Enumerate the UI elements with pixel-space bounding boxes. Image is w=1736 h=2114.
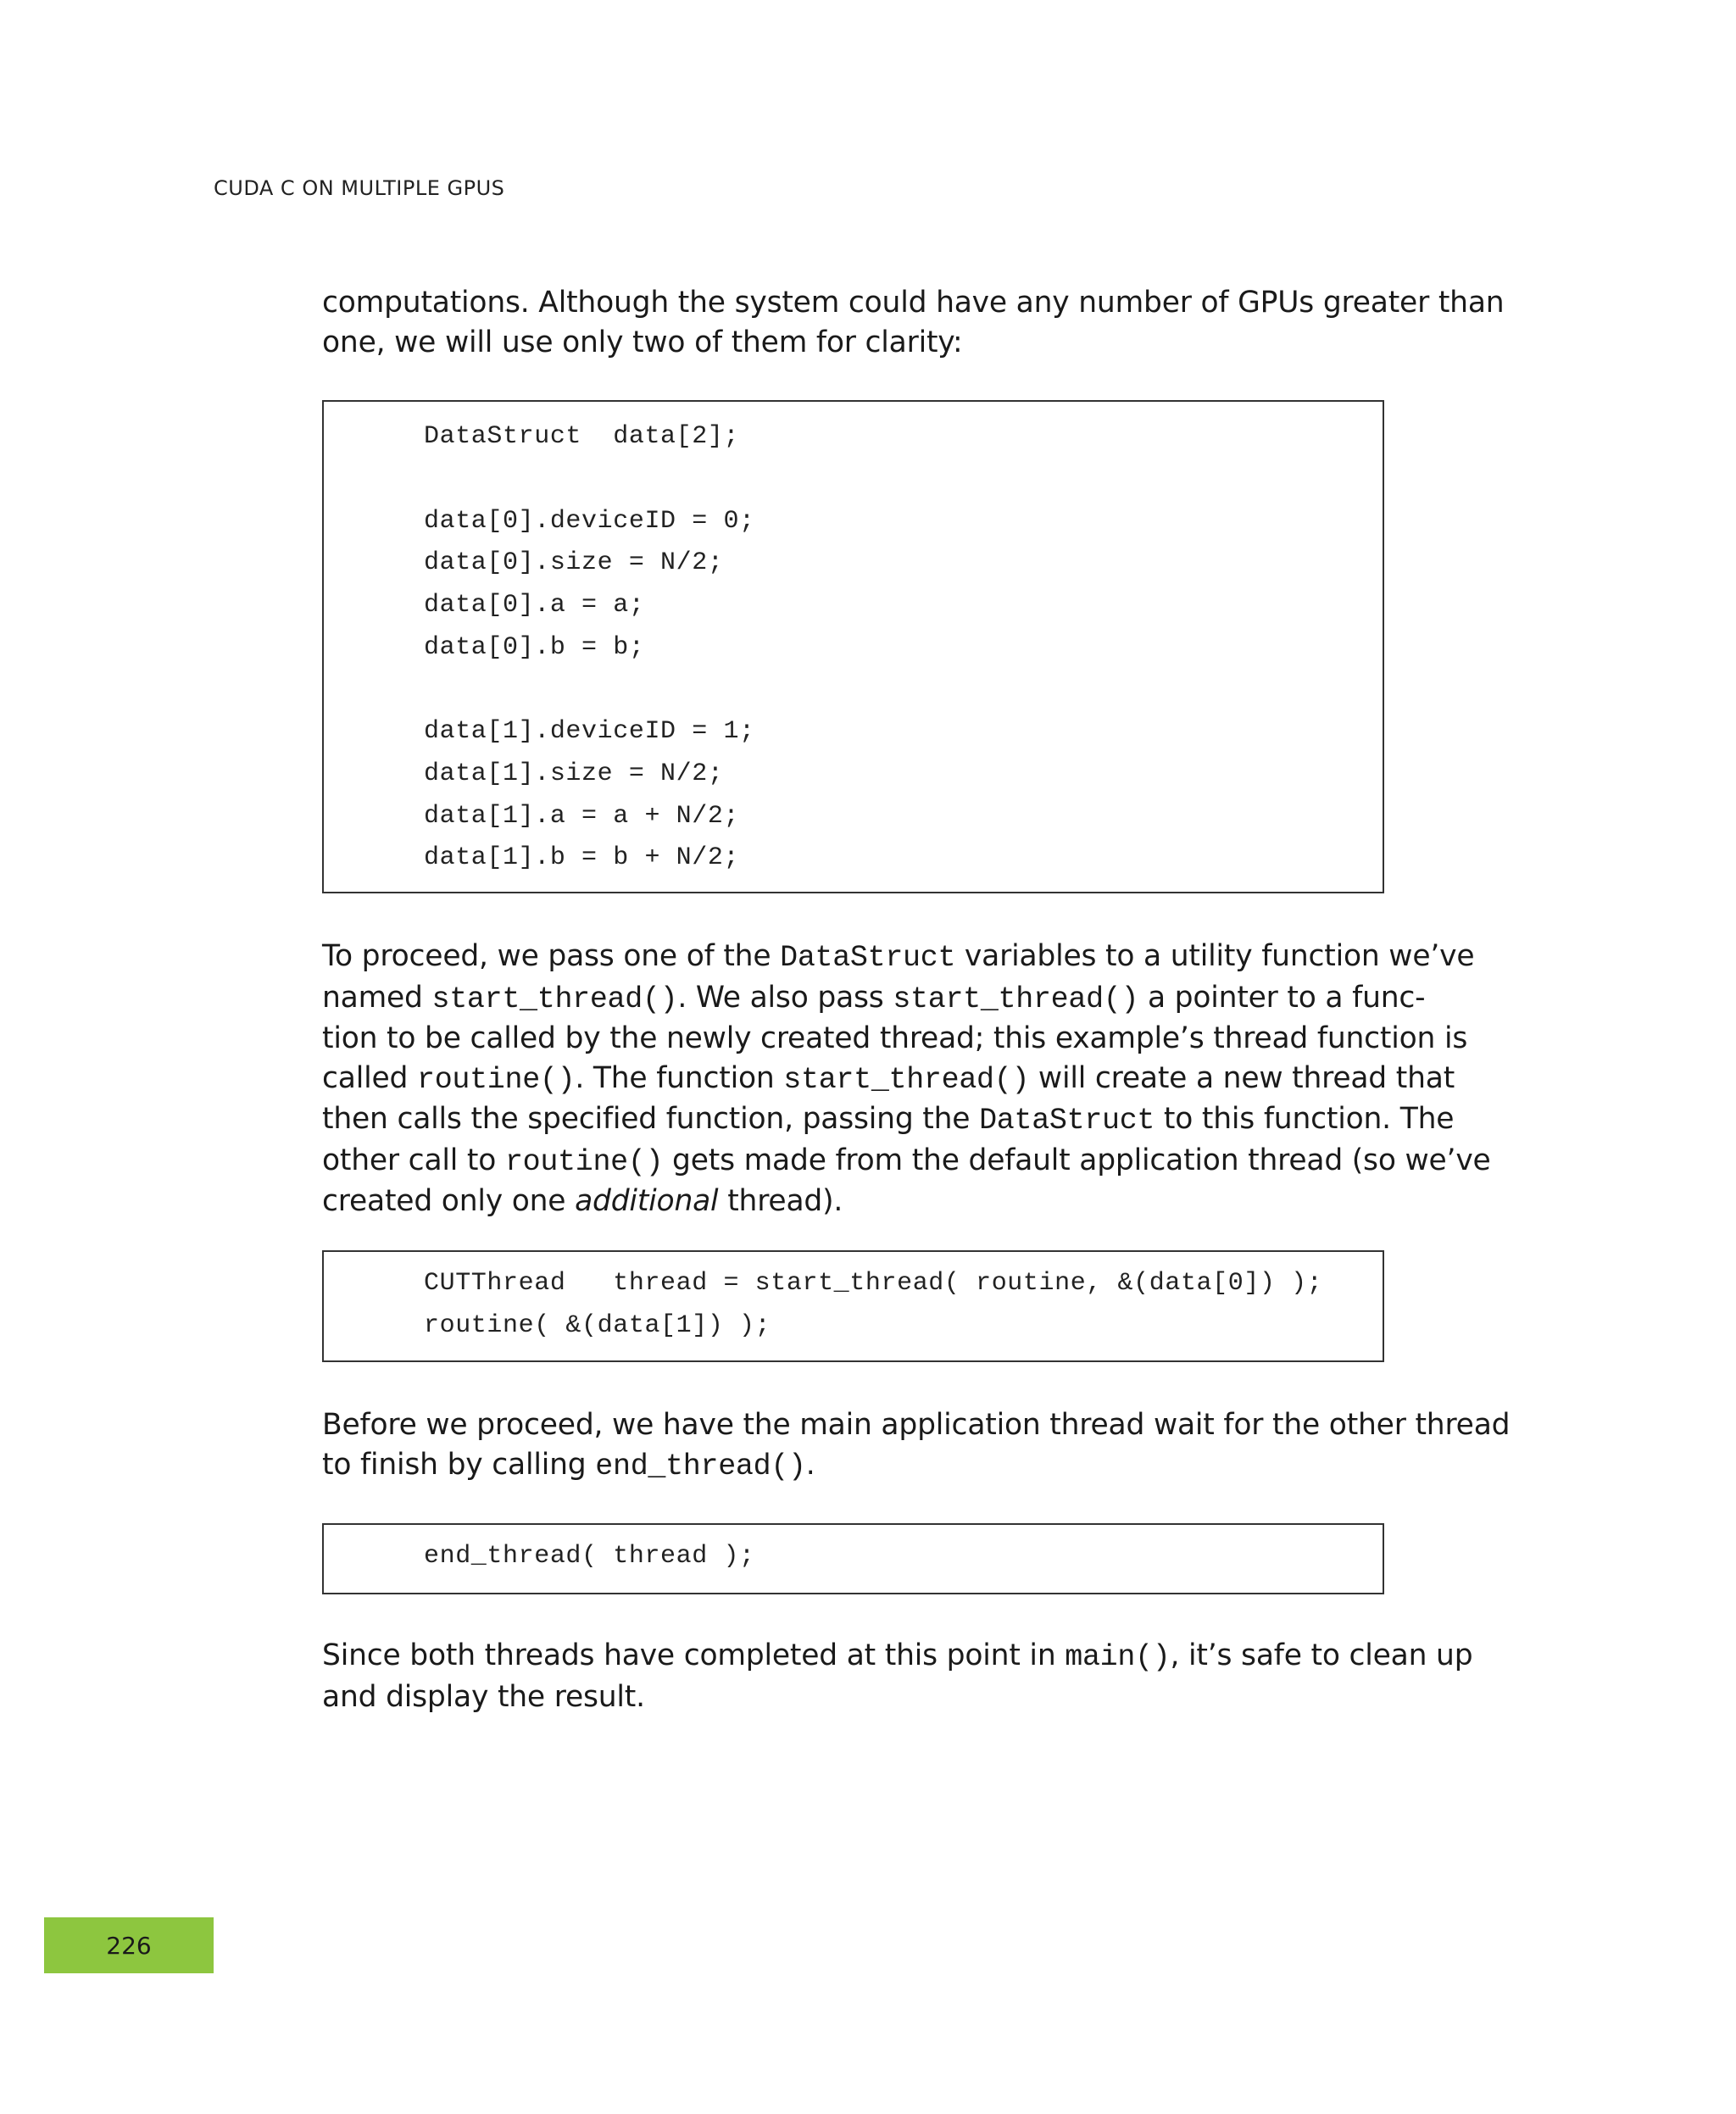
paragraph-intro [322,283,1505,362]
inline-code: end_thread() [595,1449,806,1483]
text-line: one, we will use only two of them for clarity: [322,325,963,359]
inline-code: start_thread() [431,982,678,1016]
page-number-tab [44,1917,214,1973]
inline-code: start_thread() [783,1062,1030,1097]
text-run: , it’s safe to clean up [1170,1638,1473,1672]
page-number: 226 [106,1931,152,1960]
text-run: named [322,980,432,1015]
text-run: called [322,1060,417,1095]
text-run: . The function [575,1060,784,1095]
inline-code: DataStruct [979,1104,1155,1138]
text-line [322,978,1426,1020]
text-run: Since both threads have completed at this point in [322,1638,1066,1672]
text-line [322,1182,1390,1221]
text-run: will create a new thread that [1029,1060,1455,1095]
inline-code: routine() [416,1062,576,1097]
code-line: CUTThread thread = start_thread( routine, &(data[0]) ); [424,1269,1323,1298]
inline-code: start_thread() [893,982,1139,1016]
inline-code: routine() [504,1144,664,1179]
text-run: . [805,1447,815,1482]
text-run: a pointer to a func- [1138,980,1426,1015]
code-line: end_thread( thread ); [424,1542,755,1571]
code-line: DataStruct data[2]; [424,422,740,451]
text-line [322,1059,1455,1100]
running-head: CUDA C ON MULTIPLE GPUS [214,176,505,200]
paragraph-cleanup [322,1636,1473,1716]
emphasis-text: additional [575,1184,719,1218]
code-line: data[0].b = b; [424,633,645,662]
text-run: other call to [322,1143,505,1177]
code-line: data[1].a = a + N/2; [424,802,740,831]
text-run: To proceed, we pass one of the [322,939,781,973]
code-line: data[1].size = N/2; [424,759,724,788]
inline-code: DataStruct [780,941,956,975]
text-line [322,1099,1455,1141]
code-block-end-thread [322,1523,1384,1594]
text-line: computations. Although the system could have any number of GPUs greater than [322,286,1505,320]
code-line: data[0].deviceID = 0; [424,507,755,536]
paragraph-start-thread [322,937,1491,1221]
text-line [322,1636,1473,1677]
paragraph-end-thread [322,1405,1511,1486]
code-block-start-thread [322,1250,1384,1362]
code-line: data[1].deviceID = 1; [424,717,755,746]
text-run: thread). [718,1184,843,1218]
text-run: . We also pass [677,980,893,1015]
text-line [322,937,1475,978]
text-run: variables to a utility function we’ve [955,939,1475,973]
code-line: routine( &(data[1]) ); [424,1311,771,1340]
text-run: to finish by calling [322,1447,596,1482]
text-run: gets made from the default application thread (so we’ve [663,1143,1491,1177]
inline-code: main() [1065,1640,1171,1674]
text-line [322,1141,1491,1182]
text-line: Before we proceed, we have the main application thread wait for the other thread [322,1408,1511,1442]
text-line: and display the result. [322,1679,645,1714]
text-run: created only one [322,1184,576,1218]
code-line: data[0].size = N/2; [424,548,724,577]
code-block-datastruct [322,400,1384,893]
code-line: data[1].b = b + N/2; [424,843,740,872]
text-run: then calls the specified function, passing the [322,1102,980,1136]
text-line: tion to be called by the newly created thread; this example’s thread function is [322,1021,1468,1055]
text-run: to this function. The [1155,1102,1455,1136]
text-line [322,1445,1390,1487]
code-line: data[0].a = a; [424,591,645,620]
